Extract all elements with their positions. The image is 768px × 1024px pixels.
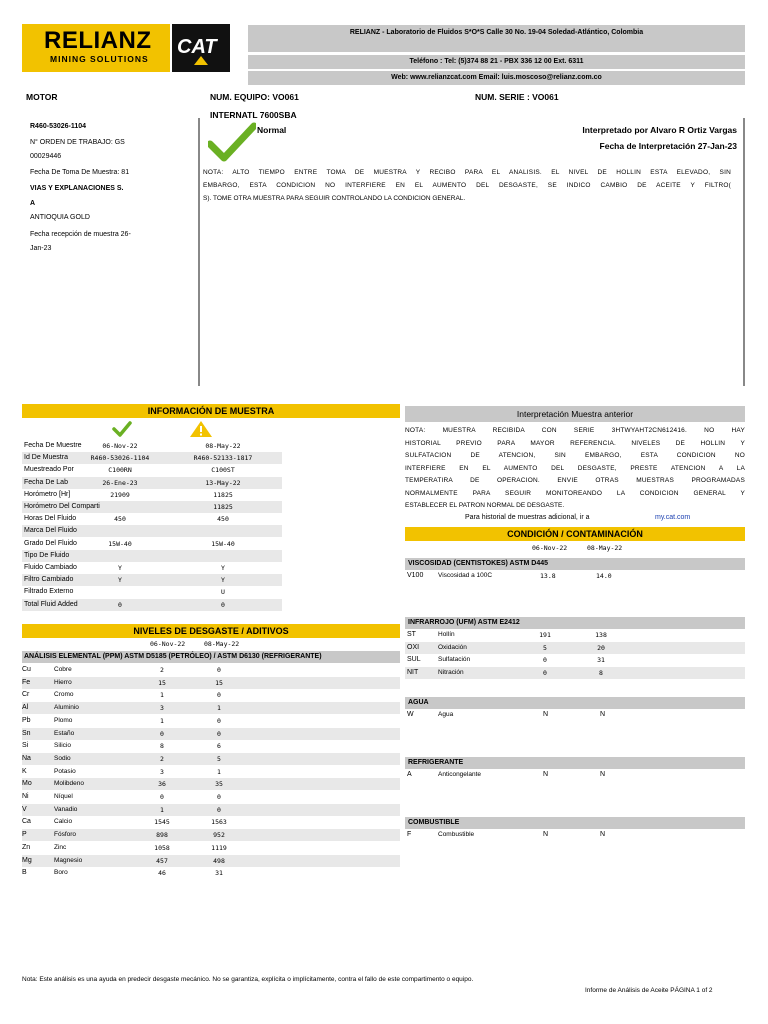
prev-interp-header: Interpretación Muestra anterior (405, 406, 745, 422)
element-symbol: Si (22, 742, 29, 750)
value-previous: 11825 (213, 490, 233, 499)
value-current: 1 (160, 691, 164, 700)
element-symbol: ST (407, 631, 416, 638)
element-name: Vanadio (54, 805, 78, 813)
table-row (405, 642, 745, 654)
table-row (22, 715, 400, 727)
element-name: Fósforo (54, 831, 77, 839)
wear-date-previous: 08-May-22 (204, 640, 240, 648)
interpretation-date: Fecha de Interpretación 27-Jan-23 (599, 141, 737, 151)
element-symbol: Mg (22, 856, 32, 864)
value-previous: 35 (215, 780, 223, 789)
value-previous: N (600, 711, 606, 718)
wear-header: NIVELES DE DESGASTE / ADITIVOS (22, 624, 400, 638)
left-info-box (22, 118, 200, 386)
sample-row (22, 513, 282, 525)
sample-label: Filtrado Externo (24, 588, 74, 596)
compartment-title: MOTOR (26, 92, 58, 102)
wear-date-current: 06-Nov-22 (150, 640, 186, 648)
element-symbol: Ni (22, 793, 29, 800)
infrared-header: INFRARROJO (UFM) ASTM E2412 (405, 617, 745, 629)
history-text: Para historial de muestras adicional, ir a (465, 514, 590, 521)
value-previous: N (600, 771, 606, 778)
value-current: 2 (160, 666, 164, 674)
value-previous: 31 (215, 869, 223, 878)
right-info-box (200, 118, 745, 386)
element-name: Zinc (54, 843, 67, 851)
value-current: 0 (160, 729, 164, 738)
sample-label: Grado Del Fluido (24, 539, 77, 547)
element-symbol: Zn (22, 843, 31, 851)
relianz-logo (22, 24, 170, 72)
sample-label: Muestreado Por (24, 466, 74, 474)
element-name: Níquel (54, 793, 73, 800)
element-symbol: Ca (22, 818, 31, 826)
coolant-row (405, 769, 745, 781)
element-name: Hollín (438, 631, 455, 638)
customer-name: VIAS Y EXPLANACIONES S. (30, 185, 124, 192)
logo-subtitle: MINING SOLUTIONS (50, 54, 149, 64)
value-previous: 8 (599, 668, 603, 677)
fuel-header: COMBUSTIBLE (405, 817, 745, 829)
table-row (22, 816, 400, 828)
water-row (405, 709, 745, 721)
coolant-header: REFRIGERANTE (405, 757, 745, 769)
sample-row (22, 550, 282, 562)
element-name: Sulfatación (438, 656, 471, 663)
sample-row (22, 525, 282, 537)
value-previous: 13-May-22 (205, 478, 241, 487)
fuel-row (405, 829, 745, 841)
value-previous: 5 (217, 754, 221, 763)
value-current: 15W-40 (108, 539, 132, 548)
value-current: C100RN (108, 466, 132, 475)
element-name: Magnesio (54, 856, 83, 864)
value-previous: 20 (597, 643, 605, 652)
value-current: 13.8 (540, 572, 556, 580)
value-current: 5 (543, 643, 547, 652)
note-line: INTERFIERE EN EL AUMENTO DEL DESGASTE, PRESTE ATENCION A LA (405, 464, 745, 472)
element-symbol: Cr (22, 691, 30, 699)
value-current: 36 (158, 780, 166, 789)
sample-row (22, 489, 282, 501)
element-name: Aluminio (54, 704, 79, 712)
viscosity-header: VISCOSIDAD (CENTISTOKES) ASTM D445 (405, 558, 745, 570)
element-symbol: B (22, 869, 27, 877)
table-row (22, 867, 400, 879)
value-current: 15 (158, 678, 166, 687)
location: ANTIOQUIA GOLD (30, 214, 90, 221)
cat-logo-triangle (194, 56, 208, 65)
value-previous: 0 (217, 716, 221, 725)
serial-number: NUM. SERIE : VO061 (475, 92, 559, 102)
value-current: 898 (156, 831, 168, 840)
sample-row (22, 574, 282, 586)
table-row (22, 689, 400, 701)
reception-date: Fecha recepción de muestra 26- (30, 231, 131, 238)
sample-label: Total Fluid Added (24, 600, 78, 608)
value-previous: 15 (215, 678, 223, 687)
lab-address: RELIANZ - Laboratorio de Fluidos S*O*S Calle 30 No. 19-04 Soledad-Atlántico, Colombia (248, 25, 745, 52)
value-current: N (543, 711, 549, 718)
table-row (22, 664, 400, 676)
value-current: N (543, 771, 549, 778)
table-row (22, 791, 400, 803)
value-current: 450 (114, 515, 126, 524)
table-row (22, 677, 400, 689)
value-previous: 08-May-22 (205, 442, 241, 450)
value-current: N (543, 831, 549, 838)
sample-row (22, 501, 282, 513)
table-row (22, 728, 400, 740)
element-name: Hierro (54, 678, 72, 686)
warning-icon (189, 420, 213, 438)
element-symbol: Na (22, 754, 31, 762)
sample-label: Fecha De Lab (24, 478, 68, 486)
elemental-analysis-header: ANÁLISIS ELEMENTAL (PPM) ASTM D5185 (PETRÓLEO) / ASTM D6130 (REFRIGERANTE) (22, 651, 400, 663)
table-row (22, 740, 400, 752)
cat-logo (172, 24, 230, 72)
water-header: AGUA (405, 697, 745, 709)
value-current: 1 (160, 716, 164, 725)
note-line: SULFATACION DE ATENCION, SIN EMBARGO, ESTA CONDICION NO (405, 452, 745, 459)
element-name: Viscosidad a 100C (438, 572, 493, 579)
table-row (22, 753, 400, 765)
value-previous: 952 (213, 831, 225, 840)
value-previous: 0 (217, 805, 221, 814)
value-current: 3 (160, 767, 164, 776)
value-previous: 1563 (211, 818, 227, 827)
mycat-link[interactable]: my.cat.com (655, 514, 691, 521)
value-previous: Y (221, 564, 225, 572)
value-current: 3 (160, 704, 164, 713)
sample-date: Fecha De Toma De Muestra: 81 (30, 169, 130, 176)
sample-row (22, 440, 282, 452)
note-line: ESTABLECER EL PATRON NORMAL DE DESGASTE. (405, 502, 565, 509)
value-previous: 11825 (213, 503, 233, 511)
value-previous: 138 (595, 631, 607, 639)
element-name: Anticongelante (438, 771, 482, 778)
value-current: 21909 (110, 490, 130, 499)
sample-row (22, 452, 282, 464)
element-symbol: Fe (22, 678, 31, 686)
value-current: 8 (160, 742, 164, 751)
page-number: Informe de Análisis de Aceite PÁGINA 1 of 2 (585, 987, 713, 994)
value-current: 0 (543, 656, 547, 664)
element-symbol: Sn (22, 729, 31, 737)
status-label: Normal (257, 125, 287, 135)
table-row (22, 766, 400, 778)
element-name: Combustible (438, 831, 475, 838)
table-row (22, 702, 400, 714)
element-name: Potasio (54, 767, 76, 775)
element-symbol: Mo (22, 780, 32, 788)
sample-info-header: INFORMACIÓN DE MUESTRA (22, 404, 400, 418)
table-row (22, 842, 400, 854)
note-line: TEMPERATIRA DE OPERACION. ENVIE OTRAS MUESTRAS PROGRAMADAS (405, 477, 745, 484)
sample-row (22, 538, 282, 550)
element-name: Nitración (438, 668, 464, 676)
table-row (405, 667, 745, 679)
value-previous: 0 (221, 600, 225, 609)
reception-date-cont: Jan-23 (30, 245, 52, 252)
value-current: 1545 (154, 818, 170, 827)
value-current: 0 (543, 668, 547, 677)
cond-date-previous: 08-May-22 (587, 544, 623, 552)
value-previous: Y (221, 576, 225, 585)
sample-row (22, 464, 282, 476)
element-symbol: P (22, 831, 27, 839)
value-current: 0 (118, 600, 122, 609)
value-previous: 31 (597, 656, 605, 664)
table-row (22, 778, 400, 790)
work-order-number: 00029446 (30, 153, 62, 160)
check-icon (112, 420, 132, 438)
element-symbol: V100 (407, 572, 424, 579)
table-row (22, 804, 400, 816)
value-current: 1058 (154, 843, 170, 852)
element-symbol: W (407, 711, 414, 718)
value-current: 1 (160, 805, 164, 814)
value-previous: 0 (217, 691, 221, 700)
value-previous: 6 (217, 742, 221, 751)
value-current: 26-Ene-23 (102, 478, 138, 487)
element-symbol: SUL (407, 656, 421, 663)
note-line: HISTORIAL PREVIO PARA MAYOR REFERENCIA. NIVELES DE HOLLIN Y (405, 439, 745, 447)
value-previous: 0 (217, 793, 221, 801)
value-previous: 0 (217, 729, 221, 738)
sample-info-table (22, 440, 282, 612)
element-name: Estaño (54, 729, 75, 737)
value-previous: 498 (213, 856, 225, 865)
sample-id: R460-53026-1104 (30, 123, 87, 130)
value-previous: 1 (217, 767, 221, 776)
element-name: Cobre (54, 666, 72, 673)
value-previous: N (600, 831, 606, 838)
cond-date-current: 06-Nov-22 (532, 544, 568, 552)
element-name: Molibdeno (54, 780, 84, 788)
note-line: NORMALMENTE PARA SEGUIR MONITOREANDO LA CONDICION GENERAL Y (405, 489, 745, 497)
sample-label: Fecha De Muestre (24, 442, 82, 449)
sample-row (22, 477, 282, 489)
cat-logo-text: CAT (177, 36, 217, 58)
sample-row (22, 599, 282, 611)
logo-text: RELIANZ (44, 27, 152, 54)
element-name: Agua (438, 711, 454, 718)
element-name: Calcio (54, 818, 73, 826)
wear-table (22, 664, 400, 880)
value-previous: 1 (217, 704, 221, 713)
note-line: NOTA: ALTO TIEMPO ENTRE TOMA DE MUESTRA Y RECIBO PARA EL ANALISIS. EL NIVEL DE HOLLIN ESTA ELEVADO, SIN (203, 169, 731, 176)
value-previous: 14.0 (596, 572, 612, 580)
note-line: EMBARGO, ESTA CONDICION NO INTERFIERE EN EL AUMENTO DEL DESGASTE, SE INDICO CAMBIO DE ACEITE Y FILTRO( (203, 182, 731, 189)
equipment-model: INTERNATL 7600SBA (210, 110, 297, 120)
element-symbol: V (22, 805, 27, 813)
table-row (405, 654, 745, 666)
sample-label: Marca Del Fluido (24, 527, 77, 535)
element-name: Boro (54, 869, 68, 877)
element-symbol: F (407, 831, 412, 838)
element-symbol: NIT (407, 668, 419, 676)
element-symbol: Pb (22, 716, 31, 724)
value-current: 06-Nov-22 (102, 442, 138, 450)
value-previous: 15W-40 (211, 539, 235, 548)
element-symbol: Cu (22, 666, 31, 673)
value-current: 457 (156, 856, 168, 865)
value-previous: 450 (217, 515, 229, 524)
element-symbol: Al (22, 704, 29, 712)
infrared-table (405, 629, 745, 681)
element-name: Plomo (54, 716, 73, 724)
value-previous: 0 (217, 666, 221, 674)
note-line: NOTA: MUESTRA RECIBIDA CON SERIE 3HTWYAHT2CN612416. NO HAY (405, 427, 745, 434)
customer-name-cont: A (30, 200, 36, 207)
sample-label: Filtro Cambiado (24, 576, 74, 584)
element-name: Silicio (54, 742, 71, 750)
note-line: S). TOME OTRA MUESTRA PARA SEGUIR CONTROLANDO LA CONDICION GENERAL. (203, 195, 466, 202)
sample-label: Horómetro [Hr] (24, 490, 71, 498)
value-current: Y (118, 564, 122, 572)
check-icon (208, 122, 256, 164)
sample-label: Horas Del Fluido (24, 515, 77, 523)
lab-web: Web: www.relianzcat.com Email: luis.moscoso@relianz.com.co (248, 71, 745, 85)
prev-interp-note (405, 425, 745, 513)
interpretation-note (203, 166, 731, 205)
value-current: R460-53026-1104 (90, 454, 150, 463)
sample-label: Fluido Cambiado (24, 564, 77, 571)
viscosity-row (405, 570, 745, 582)
table-row (405, 629, 745, 641)
value-current: Y (118, 576, 122, 585)
sample-row (22, 562, 282, 574)
element-name: Sodio (54, 754, 71, 762)
table-row (22, 855, 400, 867)
value-previous: C100ST (211, 466, 235, 475)
sample-row (22, 586, 282, 598)
value-current: 46 (158, 869, 166, 878)
element-name: Oxidación (438, 643, 467, 651)
condition-header: CONDICIÓN / CONTAMINACIÓN (405, 527, 745, 541)
equipment-number: NUM. EQUIPO: VO061 (210, 92, 299, 102)
sample-label: Tipo De Fluido (24, 551, 70, 559)
sample-label: Horómetro Del Comparti (24, 503, 100, 510)
element-name: Cromo (54, 691, 74, 699)
value-current: 191 (539, 631, 551, 639)
value-previous: U (221, 588, 225, 597)
interpreted-by: Interpretado por Alvaro R Ortiz Vargas (582, 125, 737, 135)
value-current: 2 (160, 754, 164, 763)
sample-label: Id De Muestra (24, 454, 68, 462)
work-order: N° ORDEN DE TRABAJO: GS (30, 139, 125, 146)
element-symbol: K (22, 767, 27, 775)
element-symbol: OXI (407, 643, 420, 651)
disclaimer: Nota: Este análisis es una ayuda en predecir desgaste mecánico. No se garantiza, explícita o implícitamente, contra el fallo de este compartimento o equipo. (22, 976, 474, 983)
table-row (22, 829, 400, 841)
value-previous: 1119 (211, 843, 227, 852)
value-current: 0 (160, 793, 164, 801)
value-previous: R460-52133-1817 (193, 454, 253, 463)
lab-phone: Teléfono : Tel: (5)374 88 21 - PBX 336 12 00 Ext. 6311 (248, 55, 745, 69)
element-symbol: A (407, 771, 412, 778)
